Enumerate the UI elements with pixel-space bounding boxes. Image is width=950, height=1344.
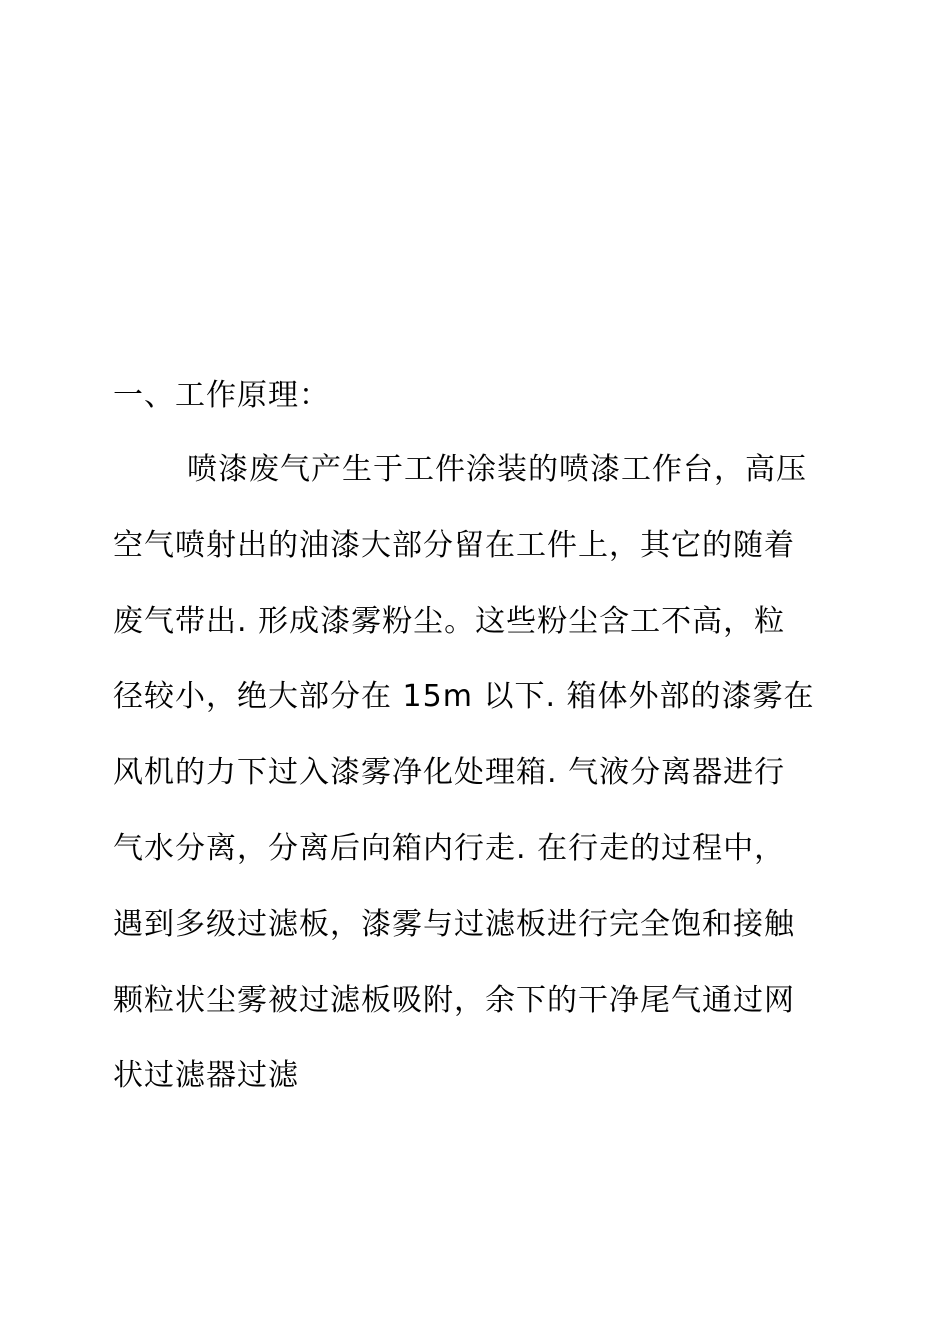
- section-heading: 一、工作原理：: [113, 378, 330, 413]
- paragraph-line: 废气带出. 形成漆雾粉尘。这些粉尘含工不高，粒: [113, 603, 786, 639]
- paragraph-line: 风机的力下过入漆雾净化处理箱. 气液分离器进行: [113, 755, 786, 791]
- paragraph-line: 喷漆废气产生于工件涂装的喷漆工作台，高压: [187, 452, 807, 487]
- paragraph-line: 气水分离，分离后向箱内行走. 在行走的过程中，: [113, 830, 786, 866]
- body-paragraph: [113, 450, 858, 1132]
- paragraph-line: 径较小，绝大部分在 15m 以下. 箱体外部的漆雾在: [113, 679, 815, 715]
- paragraph-line: 颗粒状尘雾被过滤板吸附，余下的干净尾气通过网: [113, 982, 795, 1018]
- paragraph-line: 空气喷射出的油漆大部分留在工件上，其它的随着: [113, 527, 795, 563]
- paragraph-line: 状过滤器过滤: [113, 1058, 299, 1094]
- paragraph-line: 遇到多级过滤板，漆雾与过滤板进行完全饱和接触: [113, 906, 795, 942]
